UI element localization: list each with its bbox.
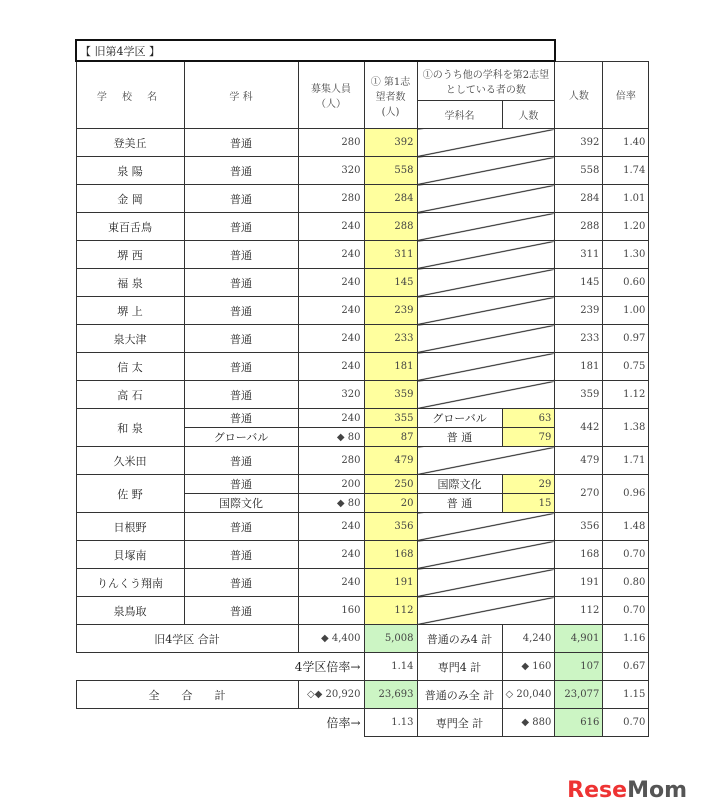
empty-diagonal-cell — [417, 381, 555, 409]
capacity: 320 — [298, 381, 364, 409]
header-dept: 学 科 — [184, 61, 298, 129]
first-choice-count: 558 — [364, 157, 417, 185]
ratio: 0.70 — [603, 597, 649, 625]
summary-label: 旧4学区 合計 — [76, 625, 298, 653]
empty-diagonal-cell — [417, 297, 555, 325]
second-choice-dept: 普 通 — [417, 428, 502, 447]
header-school: 学 校 名 — [76, 61, 184, 129]
ratio: 0.97 — [603, 325, 649, 353]
table-row — [76, 569, 649, 597]
ratio: 1.00 — [603, 297, 649, 325]
school-name: 和 泉 — [76, 409, 184, 447]
second-choice-count: 63 — [502, 409, 555, 428]
table-row — [76, 597, 649, 625]
ratio: 1.01 — [603, 185, 649, 213]
summary-ratio-label: 4学区倍率→ — [294, 660, 361, 674]
department: 国際文化 — [184, 494, 298, 513]
department: 普通 — [184, 269, 298, 297]
school-name: りんくう翔南 — [76, 569, 184, 597]
table-row — [76, 475, 649, 494]
total-count: 112 — [555, 597, 603, 625]
school-name: 堺 上 — [76, 297, 184, 325]
capacity: 240 — [298, 269, 364, 297]
capacity: 320 — [298, 157, 364, 185]
capacity: 240 — [298, 241, 364, 269]
first-choice-count: 311 — [364, 241, 417, 269]
department: 普通 — [184, 513, 298, 541]
department: 普通 — [184, 325, 298, 353]
first-choice-count: 112 — [364, 597, 417, 625]
empty-diagonal-cell — [417, 447, 555, 475]
department: 普通 — [184, 381, 298, 409]
school-name: 金 岡 — [76, 185, 184, 213]
summary-ratio-value: 1.14 — [364, 653, 417, 681]
empty-diagonal-cell — [417, 513, 555, 541]
first-choice-count: 356 — [364, 513, 417, 541]
empty-diagonal-cell — [417, 569, 555, 597]
department: 普通 — [184, 597, 298, 625]
header-total: 人数 — [555, 61, 603, 129]
table-row — [76, 241, 649, 269]
second-choice-count: 29 — [502, 475, 555, 494]
second-choice-dept: 普 通 — [417, 494, 502, 513]
school-name: 泉大津 — [76, 325, 184, 353]
ratio: 1.40 — [603, 129, 649, 157]
first-choice-count: 168 — [364, 541, 417, 569]
summary-ratio-value: 1.13 — [364, 709, 417, 737]
capacity: 280 — [298, 185, 364, 213]
header-second-name: 学科名 — [417, 101, 502, 129]
empty-diagonal-cell — [417, 241, 555, 269]
first-choice-count: 250 — [364, 475, 417, 494]
total-count: 356 — [555, 513, 603, 541]
table-row — [76, 185, 649, 213]
empty-diagonal-cell — [417, 213, 555, 241]
second-choice-count: 15 — [502, 494, 555, 513]
table-row — [76, 541, 649, 569]
department: 普通 — [184, 185, 298, 213]
empty-diagonal-cell — [417, 269, 555, 297]
capacity: 240 — [298, 569, 364, 597]
school-name: 登美丘 — [76, 129, 184, 157]
capacity: 240 — [298, 541, 364, 569]
subtotal-capacity: 4,240 — [502, 625, 555, 653]
ratio: 0.80 — [603, 569, 649, 597]
subtotal-capacity: ◆ 880 — [502, 709, 555, 737]
summary-capacity: ◇◆ 20,920 — [298, 681, 364, 709]
table-row — [76, 213, 649, 241]
total-count: 392 — [555, 129, 603, 157]
total-count: 270 — [555, 475, 603, 513]
school-name: 福 泉 — [76, 269, 184, 297]
total-count: 239 — [555, 297, 603, 325]
first-choice-count: 181 — [364, 353, 417, 381]
school-name: 日根野 — [76, 513, 184, 541]
school-name: 貝塚南 — [76, 541, 184, 569]
total-count: 284 — [555, 185, 603, 213]
department: 普通 — [184, 241, 298, 269]
school-name: 久米田 — [76, 447, 184, 475]
subtotal-first-choice: 107 — [555, 653, 603, 681]
capacity: 280 — [298, 129, 364, 157]
total-count: 288 — [555, 213, 603, 241]
empty-diagonal-cell — [417, 185, 555, 213]
summary-first-choice: 5,008 — [364, 625, 417, 653]
summary-ratio-label: 倍率→ — [326, 716, 361, 731]
school-name: 泉 陽 — [76, 157, 184, 185]
capacity: 240 — [298, 353, 364, 381]
first-choice-count: 239 — [364, 297, 417, 325]
first-choice-count: 87 — [364, 428, 417, 447]
school-name: 信 太 — [76, 353, 184, 381]
total-count: 311 — [555, 241, 603, 269]
ratio: 0.60 — [603, 269, 649, 297]
subtotal-first-choice: 4,901 — [555, 625, 603, 653]
table-row — [76, 269, 649, 297]
table-row — [76, 381, 649, 409]
first-choice-count: 392 — [364, 129, 417, 157]
header-first-choice: ① 第1志望者数(人) — [364, 61, 417, 129]
table-row — [76, 129, 649, 157]
department: グローバル — [184, 428, 298, 447]
school-name: 堺 西 — [76, 241, 184, 269]
ratio: 0.70 — [603, 541, 649, 569]
total-count: 145 — [555, 269, 603, 297]
department: 普通 — [184, 569, 298, 597]
subtotal-capacity: ◆ 160 — [502, 653, 555, 681]
department: 普通 — [184, 541, 298, 569]
capacity: ◆ 80 — [298, 428, 364, 447]
header-second-choice: ①のうち他の学科を第2志望としている者の数 — [417, 61, 555, 101]
header-capacity: 募集人員（人） — [298, 61, 364, 129]
first-choice-count: 355 — [364, 409, 417, 428]
summary-row-d4_total — [76, 625, 649, 653]
total-count: 558 — [555, 157, 603, 185]
empty-diagonal-cell — [417, 353, 555, 381]
empty-diagonal-cell — [417, 541, 555, 569]
first-choice-count: 20 — [364, 494, 417, 513]
table-row — [76, 513, 649, 541]
capacity: 280 — [298, 447, 364, 475]
department: 普通 — [184, 409, 298, 428]
capacity: 240 — [298, 409, 364, 428]
total-count: 181 — [555, 353, 603, 381]
ratio: 1.12 — [603, 381, 649, 409]
ratio: 1.30 — [603, 241, 649, 269]
first-choice-count: 284 — [364, 185, 417, 213]
total-count: 359 — [555, 381, 603, 409]
subtotal-label: 専門4 計 — [417, 653, 502, 681]
applicant-table — [75, 39, 649, 737]
ratio: 1.74 — [603, 157, 649, 185]
subtotal-label: 普通のみ4 計 — [417, 625, 502, 653]
total-count: 479 — [555, 447, 603, 475]
watermark-part1: Rese — [567, 778, 628, 803]
empty-diagonal-cell — [417, 597, 555, 625]
department: 普通 — [184, 213, 298, 241]
table-row — [76, 297, 649, 325]
school-name: 東百舌鳥 — [76, 213, 184, 241]
ratio: 0.96 — [603, 475, 649, 513]
subtotal-first-choice: 23,077 — [555, 681, 603, 709]
table-row — [76, 353, 649, 381]
summary-row-d4_ratio — [76, 653, 649, 681]
header-ratio: 倍率 — [603, 61, 649, 129]
table-row — [76, 157, 649, 185]
first-choice-count: 233 — [364, 325, 417, 353]
table-row — [76, 447, 649, 475]
first-choice-count: 191 — [364, 569, 417, 597]
subtotal-label: 専門全 計 — [417, 709, 502, 737]
department: 普通 — [184, 447, 298, 475]
department: 普通 — [184, 475, 298, 494]
total-count: 191 — [555, 569, 603, 597]
empty-diagonal-cell — [417, 325, 555, 353]
summary-capacity: ◆ 4,400 — [298, 625, 364, 653]
school-name: 佐 野 — [76, 475, 184, 513]
first-choice-count: 288 — [364, 213, 417, 241]
empty-diagonal-cell — [417, 129, 555, 157]
total-count: 168 — [555, 541, 603, 569]
resemom-watermark — [567, 778, 687, 803]
ratio: 1.48 — [603, 513, 649, 541]
district-title: 【 旧第4学区 】 — [76, 40, 555, 61]
total-count: 442 — [555, 409, 603, 447]
first-choice-count: 479 — [364, 447, 417, 475]
capacity: 240 — [298, 513, 364, 541]
subtotal-first-choice: 616 — [555, 709, 603, 737]
ratio: 0.75 — [603, 353, 649, 381]
first-choice-count: 145 — [364, 269, 417, 297]
capacity: 240 — [298, 297, 364, 325]
ratio: 1.38 — [603, 409, 649, 447]
capacity: 240 — [298, 325, 364, 353]
subtotal-capacity: ◇ 20,040 — [502, 681, 555, 709]
second-choice-count: 79 — [502, 428, 555, 447]
watermark-part2: Mom — [627, 778, 687, 803]
department: 普通 — [184, 157, 298, 185]
subtotal-label: 普通のみ全 計 — [417, 681, 502, 709]
subtotal-ratio: 0.70 — [603, 709, 649, 737]
department: 普通 — [184, 129, 298, 157]
school-name: 泉鳥取 — [76, 597, 184, 625]
capacity: 240 — [298, 213, 364, 241]
ratio: 1.20 — [603, 213, 649, 241]
subtotal-ratio: 1.15 — [603, 681, 649, 709]
summary-label: 全 合 計 — [76, 681, 298, 709]
second-choice-dept: 国際文化 — [417, 475, 502, 494]
table-row — [76, 409, 649, 428]
header-second-count: 人数 — [502, 101, 555, 129]
table-row — [76, 325, 649, 353]
subtotal-ratio: 1.16 — [603, 625, 649, 653]
school-name: 高 石 — [76, 381, 184, 409]
second-choice-dept: グローバル — [417, 409, 502, 428]
ratio: 1.71 — [603, 447, 649, 475]
empty-diagonal-cell — [417, 157, 555, 185]
capacity: 200 — [298, 475, 364, 494]
summary-first-choice: 23,693 — [364, 681, 417, 709]
summary-row-all_ratio — [76, 709, 649, 737]
capacity: 160 — [298, 597, 364, 625]
total-count: 233 — [555, 325, 603, 353]
subtotal-ratio: 0.67 — [603, 653, 649, 681]
capacity: ◆ 80 — [298, 494, 364, 513]
department: 普通 — [184, 353, 298, 381]
first-choice-count: 359 — [364, 381, 417, 409]
summary-row-all_total — [76, 681, 649, 709]
department: 普通 — [184, 297, 298, 325]
applicant-table-container — [75, 39, 649, 737]
